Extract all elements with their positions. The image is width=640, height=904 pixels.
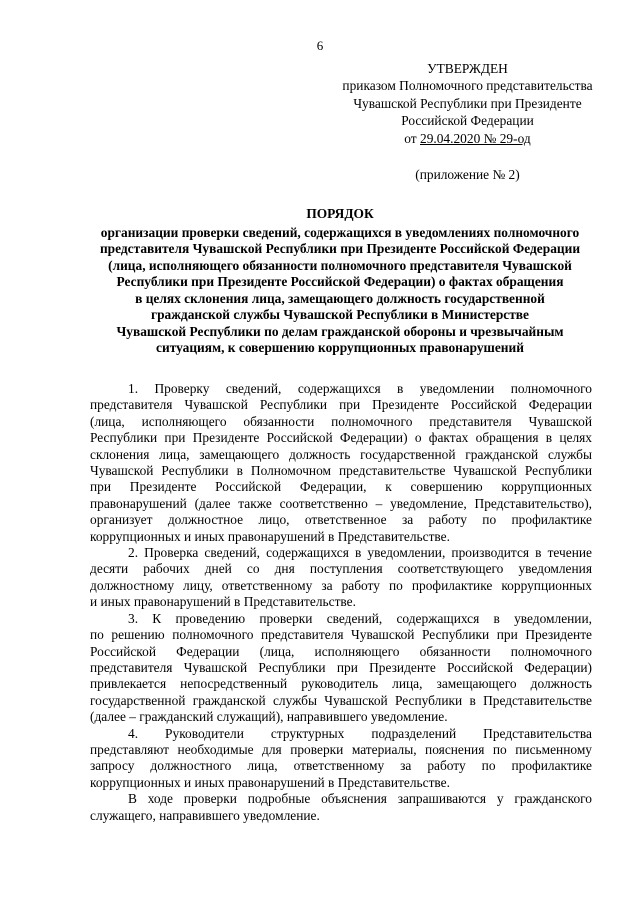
page-number: 6 xyxy=(316,38,324,53)
approval-line: Чувашской Республики при Президенте xyxy=(353,95,582,111)
approval-heading: УТВЕРЖДЕН xyxy=(427,61,508,76)
text-line: привлекается непосредственный руководитель лица, замещающего должность xyxy=(90,676,592,692)
text-line: по решению полномочного представителя Чувашской Республики при Президенте xyxy=(90,627,592,643)
text-line: запросу должностного лица, ответственному за работу по профилактике xyxy=(90,758,592,774)
text-line: 1. Проверку сведений, содержащихся в уведомлении полномочного xyxy=(128,381,592,396)
text-line: десяти рабочих дней со дня поступления соответствующего уведомления xyxy=(90,561,592,577)
title-line: ситуациям, к совершению коррупционных правонарушений xyxy=(156,340,524,355)
text-line: организует должностное лицо, ответственное за работу по профилактике xyxy=(90,512,592,528)
approval-line: приказом Полномочного представительства xyxy=(342,78,593,94)
paragraph-1 xyxy=(90,381,592,545)
approval-date-prefix: от xyxy=(404,130,420,146)
text-line: при Президенте Российской Федерации, к совершению коррупционных xyxy=(90,479,592,495)
title-line: гражданской службы Чувашской Республики в Министерстве xyxy=(151,307,529,322)
title-line: Чувашской Республики по делам гражданской обороны и чрезвычайным xyxy=(116,323,564,339)
document-body xyxy=(90,381,592,824)
paragraph-4 xyxy=(90,726,592,792)
text-line: представителя Чувашской Республики при Президенте Российской Федерации xyxy=(90,397,592,413)
text-line: 4. Руководители структурных подразделений Представительства xyxy=(128,725,592,741)
text-line: Чувашской Республики в Полномочном представительстве Чувашской Республики xyxy=(90,463,592,479)
text-line: Российской Федерации (лица, исполняющего обязанности полномочного xyxy=(90,643,592,659)
approval-stamp xyxy=(305,60,630,183)
text-line: служащего, направившего уведомление. xyxy=(90,807,320,823)
text-line: склонения лица, замещающего должность государственной гражданской службы xyxy=(90,446,592,462)
text-line: представителя Чувашской Республики при Президенте Российской Федерации) xyxy=(90,659,592,675)
document-title xyxy=(90,206,590,357)
text-line: (далее – гражданский служащий), направившего уведомление. xyxy=(90,709,448,725)
title-line: в целях склонения лица, замещающего должность государственной xyxy=(135,290,545,306)
title-line: представителя Чувашской Республики при Президенте Российской Федерации xyxy=(99,241,581,256)
title-line: организации проверки сведений, содержащихся в уведомлениях полномочного xyxy=(100,224,580,240)
paragraph-2 xyxy=(90,545,592,611)
title-line: Республики при Президенте Российской Федерации) о фактах обращения xyxy=(116,274,564,289)
text-line: (лица, исполняющего обязанности полномочного представителя Чувашской xyxy=(90,413,592,429)
text-line: 2. Проверка сведений, содержащихся в уведомлении, производится в течение xyxy=(128,545,592,561)
text-line: В ходе проверки подробные объяснения запрашиваются у гражданского xyxy=(128,791,592,807)
approval-date-value: 29.04.2020 № 29-од xyxy=(420,130,531,146)
text-line: коррупционных и иных правонарушений в Представительстве. xyxy=(90,774,450,790)
text-line: государственной гражданской службы Чувашской Республики в Представительстве xyxy=(90,692,592,708)
title-line: (лица, исполняющего обязанности полномочного представителя Чувашской xyxy=(108,257,572,273)
text-line: должностному лицу, ответственному за работу по профилактике коррупционных xyxy=(90,577,592,593)
text-line: 3. К проведению проверки сведений, содержащихся в уведомлении, xyxy=(128,610,592,626)
text-line: коррупционных и иных правонарушений в Представительстве. xyxy=(90,528,450,544)
approval-line: Российской Федерации xyxy=(401,113,534,129)
title-heading: ПОРЯДОК xyxy=(306,206,374,221)
text-line: Республики при Президенте Российской Федерации) о фактах обращения в целях xyxy=(90,430,592,446)
text-line: и иных правонарушений в Представительстве. xyxy=(90,594,356,610)
text-line: правонарушений (далее также соответственно – уведомление, Представительство), xyxy=(90,495,592,511)
text-line: представляют необходимые для проверки материалы, пояснения по письменному xyxy=(90,741,592,757)
approval-date-line xyxy=(305,130,630,147)
paragraph-5 xyxy=(90,791,592,824)
appendix-label: (приложение № 2) xyxy=(415,167,520,183)
paragraph-3 xyxy=(90,611,592,726)
